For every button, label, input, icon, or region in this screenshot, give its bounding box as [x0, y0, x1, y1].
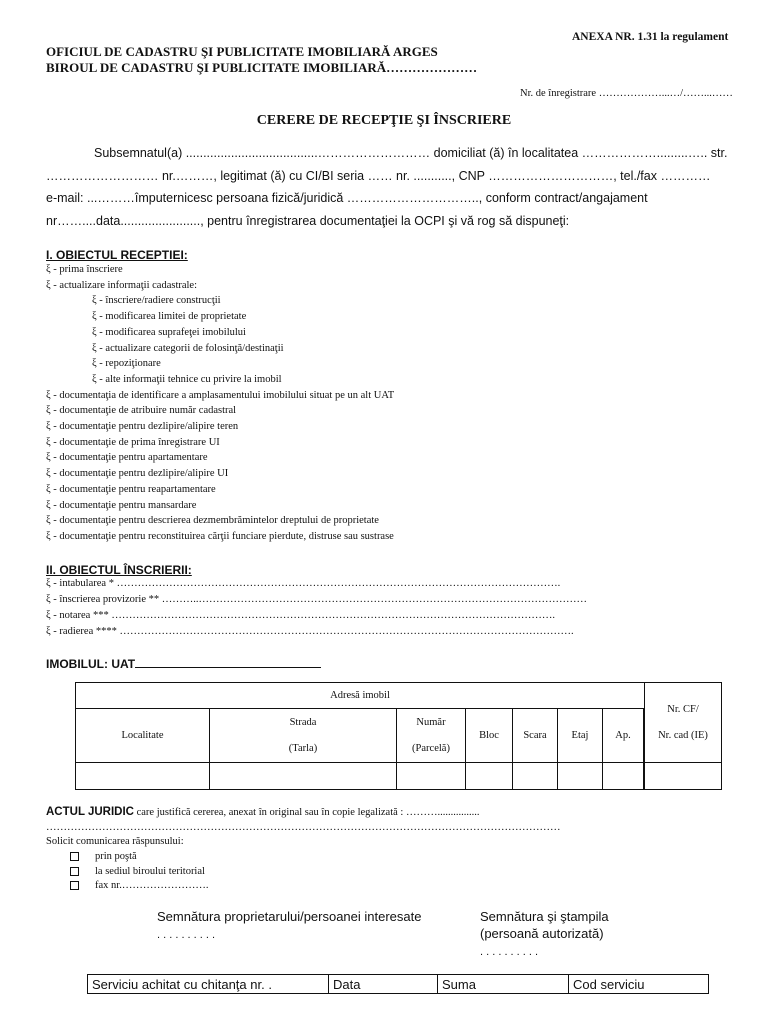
- checkbox[interactable]: [70, 867, 79, 876]
- inscription-item[interactable]: ξ - intabularea * ……………………………………………………………………………………………………………….: [46, 578, 561, 589]
- section-inscription-title: II. OBIECTUL ÎNSCRIERII:: [46, 563, 192, 577]
- etaj-header: Etaj: [558, 709, 603, 763]
- reception-item[interactable]: ξ - repoziţionare: [92, 358, 161, 370]
- legal-act-label: ACTUL JURIDIC: [46, 806, 134, 818]
- response-label: Solicit comunicarea răspunsului:: [46, 836, 184, 847]
- amount-cell[interactable]: Suma: [438, 975, 569, 994]
- owner-signature-label: Semnătura proprietarului/persoanei interesate: [157, 909, 422, 924]
- nr-cf-cell[interactable]: [645, 763, 722, 790]
- reception-item[interactable]: ξ - alte informaţii tehnice cu privire la imobil: [92, 373, 282, 385]
- numar-header: Număr (Parcelă): [397, 709, 466, 763]
- option-office[interactable]: la sediul biroului teritorial: [70, 866, 205, 877]
- imobil-label: IMOBILUL: UAT: [46, 657, 136, 671]
- reception-item[interactable]: ξ - documentaţie de prima înregistrare UI: [46, 436, 220, 448]
- body-line-4: nr……....data......................., pentru înregistrarea documentaţiei la OCPI şi vă rog să dispuneţi:: [46, 214, 570, 228]
- reception-item[interactable]: ξ - documentaţie pentru dezlipire/alipire UI: [46, 468, 229, 480]
- service-code-cell[interactable]: Cod serviciu: [569, 975, 709, 994]
- reception-item[interactable]: ξ - documentaţie pentru reapartamentare: [46, 483, 216, 495]
- authorized-signature-label: Semnătura şi ştampila: [480, 909, 609, 924]
- reception-item[interactable]: ξ - documentaţie pentru reconstituirea cărţii funciare pierdute, distruse sau sustrase: [46, 530, 394, 542]
- registration-number: Nr. de înregistrare ………………...…/……...……: [520, 88, 733, 99]
- address-header: Adresă imobil: [76, 683, 645, 709]
- reception-item[interactable]: ξ - documentaţie pentru dezlipire/alipire teren: [46, 421, 239, 432]
- body-line-3: e-mail: ...………împuternicesc persoana fizică/juridică ………………………….., conform contract/angajament: [46, 191, 648, 205]
- checkbox[interactable]: [70, 881, 79, 890]
- receipt-cell[interactable]: Serviciu achitat cu chitanţa nr. .: [88, 975, 329, 994]
- service-table: [87, 974, 709, 994]
- reception-item[interactable]: ξ - documentaţia de identificare a amplasamentului imobilului situat pe un alt UAT: [46, 389, 395, 401]
- office-name: OFICIUL DE CADASTRU ŞI PUBLICITATE IMOBILIARĂ ARGES: [46, 44, 438, 59]
- reception-item[interactable]: ξ - documentaţie pentru apartamentare: [46, 452, 208, 464]
- section-reception-title: I. OBIECTUL RECEPTIEI:: [46, 248, 188, 262]
- authorized-person-label: (persoană autorizată): [480, 926, 604, 941]
- date-cell[interactable]: Data: [329, 975, 438, 994]
- reception-item[interactable]: ξ - prima înscriere: [46, 264, 123, 275]
- owner-signature-dots[interactable]: . . . . . . . . . .: [157, 929, 216, 941]
- scara-header: Scara: [513, 709, 558, 763]
- ap-header: Ap.: [603, 709, 644, 763]
- bureau-name: BIROUL DE CADASTRU ŞI PUBLICITATE IMOBILIARĂ…………………: [46, 60, 478, 75]
- spacer-cell: [644, 709, 645, 763]
- reception-item[interactable]: ξ - modificarea suprafeţei imobilului: [92, 326, 246, 338]
- bloc-header: Bloc: [466, 709, 513, 763]
- scara-cell[interactable]: [513, 763, 558, 790]
- nr-cf-header: Nr. CF/ Nr. cad (IE): [645, 683, 722, 763]
- body-line-1: Subsemnatul(a) ......................................……………………… domiciliat (ă) în localitatea ……………….........….. str.: [94, 146, 728, 160]
- uat-field[interactable]: [135, 656, 321, 668]
- etaj-cell[interactable]: [558, 763, 603, 790]
- inscription-item[interactable]: ξ - notarea *** ……………………………………………………………………………………………………………….: [46, 610, 555, 621]
- inscription-item[interactable]: ξ - radierea **** ………………………………………………………………………………………………………………….: [46, 626, 574, 637]
- reception-item[interactable]: ξ - înscriere/radiere construcţii: [92, 295, 221, 307]
- bloc-cell[interactable]: [466, 763, 513, 790]
- reception-item[interactable]: ξ - documentaţie pentru descrierea dezmembrămintelor dreptului de proprietate: [46, 515, 379, 527]
- reception-item[interactable]: ξ - actualizare informaţii cadastrale:: [46, 279, 198, 291]
- reception-item[interactable]: ξ - documentaţie pentru mansardare: [46, 499, 197, 511]
- option-fax[interactable]: fax nr.…………………….: [70, 880, 208, 891]
- authorized-signature-dots[interactable]: . . . . . . . . . .: [480, 946, 539, 958]
- page-title: CERERE DE RECEPŢIE ŞI ÎNSCRIERE: [256, 113, 512, 128]
- imobil-uat: [46, 656, 321, 671]
- body-line-2: ……………………… nr.………, legitimat (ă) cu CI/BI seria …… nr. ..........., CNP …………………………, tel./fax …………: [46, 169, 711, 183]
- localitate-cell[interactable]: [76, 763, 210, 790]
- reception-item[interactable]: ξ - documentaţie de atribuire număr cadastral: [46, 405, 237, 417]
- localitate-header: Localitate: [76, 709, 210, 763]
- ap-cell[interactable]: [603, 763, 644, 790]
- legal-act-line: ACTUL JURIDIC care justifică cererea, anexat în original sau în copie legalizată : ………................: [46, 806, 480, 818]
- numar-cell[interactable]: [397, 763, 466, 790]
- address-table: [75, 682, 722, 790]
- inscription-item[interactable]: ξ - înscrierea provizorie ** ………..…………………………………………………………………………………………………: [46, 594, 588, 605]
- checkbox[interactable]: [70, 852, 79, 861]
- legal-act-dots: …………………………………………………………………………………………………………………………………: [46, 822, 561, 833]
- reception-item[interactable]: ξ - actualizare categorii de folosinţă/destinaţii: [92, 342, 284, 354]
- strada-cell[interactable]: [210, 763, 397, 790]
- option-post[interactable]: prin poştă: [70, 851, 137, 862]
- reception-item[interactable]: ξ - modificarea limitei de proprietate: [92, 311, 247, 323]
- annex-label: ANEXA NR. 1.31 la regulament: [572, 31, 729, 43]
- strada-header: Strada (Tarla): [210, 709, 397, 763]
